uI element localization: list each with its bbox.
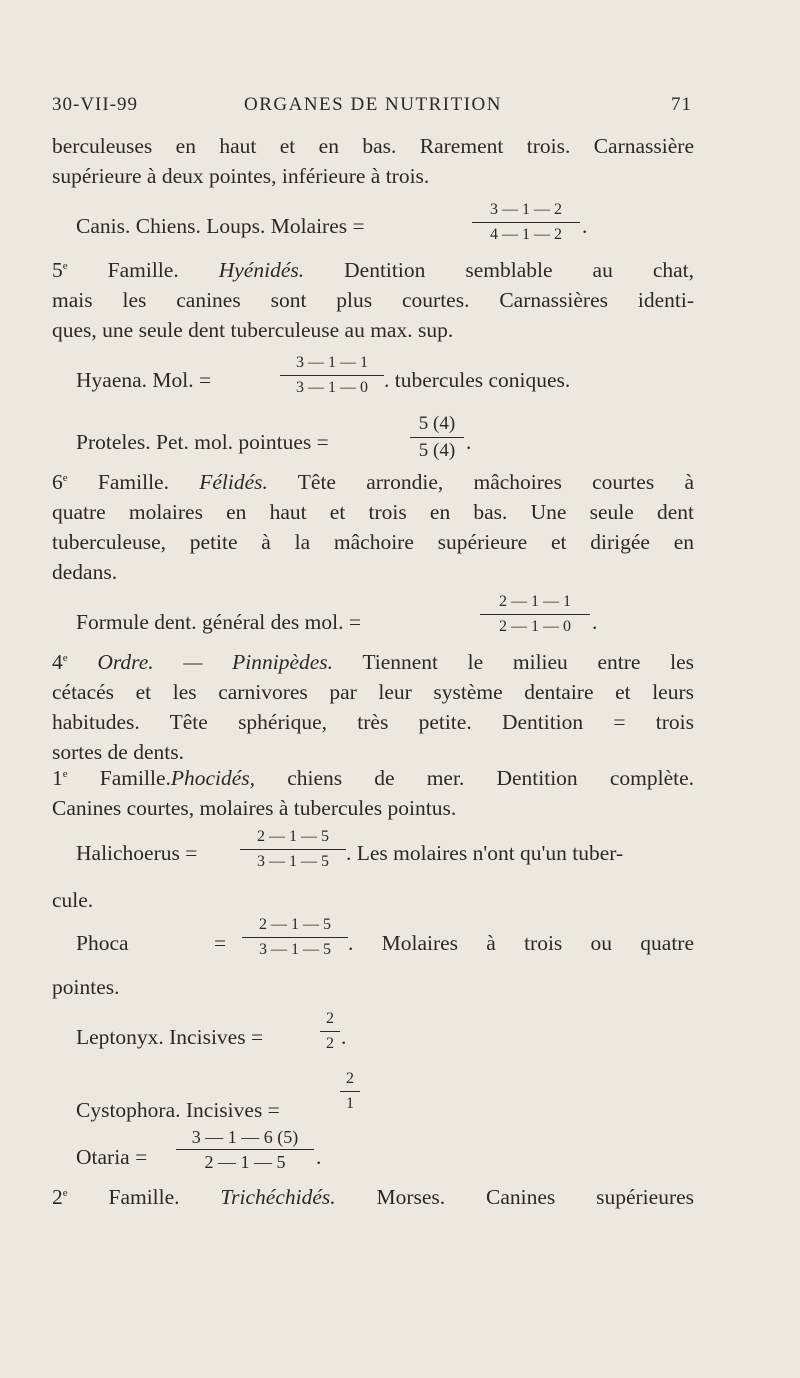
punctuation: .: [341, 1025, 347, 1049]
text-line: pointes.: [52, 975, 120, 999]
fraction-bar: [280, 375, 384, 376]
fraction: [242, 916, 348, 959]
fraction-bar: [340, 1091, 360, 1092]
numerator: 2: [326, 1010, 334, 1027]
text-fragment: Dentition semblable au chat,: [344, 258, 695, 282]
numerator: 3 — 1 — 2: [490, 201, 562, 218]
family-heading: [52, 1182, 694, 1212]
punctuation: .: [592, 610, 598, 634]
text-line: habitudes. Tête sphérique, très petite. Dentition = trois: [52, 710, 694, 734]
ordinal: 2: [52, 1185, 63, 1209]
formula-label: Proteles. Pet. mol. pointues =: [76, 430, 329, 454]
fraction: [320, 1010, 340, 1053]
numerator: 2 — 1 — 5: [259, 916, 331, 933]
denominator: 5 (4): [418, 440, 456, 461]
text-fragment: . Molaires à trois ou quatre: [348, 931, 694, 955]
family-heading: [52, 763, 694, 793]
denominator: 3 — 1 — 5: [259, 941, 331, 958]
formula-label: Leptonyx. Incisives =: [76, 1025, 264, 1049]
text-fragment: Morses. Canines supérieures: [376, 1185, 695, 1209]
fraction: [280, 354, 384, 397]
fraction-bar: [472, 222, 580, 223]
equals-sign: =: [214, 931, 227, 955]
fraction-bar: [176, 1149, 314, 1150]
text-line: Canines courtes, molaires à tubercules pointus.: [52, 796, 457, 820]
order-heading: [52, 647, 694, 677]
fraction: [240, 828, 346, 871]
family-heading: [52, 255, 694, 285]
denominator: 1: [346, 1095, 354, 1112]
family-word: Famille.: [108, 1185, 180, 1209]
fraction: [480, 593, 590, 636]
text-line: mais les canines sont plus courtes. Carnassières identi-: [52, 288, 694, 312]
ordinal: 6: [52, 470, 63, 494]
page-number: 71: [671, 94, 692, 115]
text-line: cétacés et les carnivores par leur système dentaire et leurs: [52, 680, 694, 704]
text-fragment: chiens de mer. Dentition complète.: [287, 766, 695, 790]
ordinal-suffix: e: [62, 472, 68, 484]
text-fragment: Tête arrondie, mâchoires courtes à: [297, 470, 694, 494]
text-line: supérieure à deux pointes, inférieure à trois.: [52, 164, 430, 188]
fraction-bar: [240, 849, 346, 850]
formula-label: Phoca: [76, 931, 129, 955]
formula-label: Canis. Chiens. Loups. Molaires =: [76, 214, 365, 238]
family-heading: [52, 467, 694, 497]
text-line: berculeuses en haut et en bas. Rarement trois. Carnassière: [52, 134, 694, 158]
numerator: 2: [346, 1070, 354, 1087]
text-line: sortes de dents.: [52, 740, 184, 764]
text-fragment: . Les molaires n'ont qu'un tuber-: [346, 841, 624, 865]
denominator: 2 — 1 — 5: [204, 1152, 286, 1172]
formula-label: Otaria =: [76, 1145, 148, 1169]
punctuation: .: [316, 1145, 322, 1169]
ordinal-suffix: e: [62, 1187, 68, 1199]
formula-label: Formule dent. général des mol. =: [76, 610, 361, 634]
order-name: Ordre. — Pinnipèdes.: [97, 650, 334, 674]
header-date: 30-VII-99: [52, 94, 139, 115]
fraction: [340, 1070, 360, 1113]
text-line: tuberculeuse, petite à la mâchoire supérieure et dirigée en: [52, 530, 694, 554]
fraction-bar: [480, 614, 590, 615]
formula-label: Hyaena. Mol. =: [76, 368, 212, 392]
family-name: Phocidés,: [170, 766, 256, 790]
header-title: ORGANES DE NUTRITION: [244, 94, 502, 115]
denominator: 4 — 1 — 2: [490, 226, 562, 243]
fraction: [410, 414, 464, 461]
denominator: 2: [326, 1035, 334, 1052]
punctuation: .: [582, 214, 588, 238]
fraction-bar: [410, 437, 464, 438]
fraction: [472, 201, 580, 244]
text-line: ques, une seule dent tuberculeuse au max. sup.: [52, 318, 454, 342]
numerator: 3 — 1 — 6 (5): [191, 1127, 299, 1147]
numerator: 3 — 1 — 1: [296, 354, 368, 371]
family-word: Famille.: [99, 766, 171, 790]
family-name: Félidés.: [199, 470, 268, 494]
family-name: Hyénidés.: [218, 258, 305, 282]
formula-label: Cystophora. Incisives =: [76, 1098, 280, 1122]
ordinal: 4: [52, 650, 63, 674]
formula-label: Halichoerus =: [76, 841, 198, 865]
text-line: quatre molaires en haut et trois en bas. Une seule dent: [52, 500, 694, 524]
ordinal: 5: [52, 258, 63, 282]
text-fragment: . tubercules coniques.: [384, 368, 571, 392]
family-word: Famille.: [107, 258, 179, 282]
text-line: dedans.: [52, 560, 118, 584]
text-line: cule.: [52, 888, 94, 912]
fraction-bar: [242, 937, 348, 938]
family-name: Trichéchidés.: [220, 1185, 336, 1209]
family-word: Famille.: [97, 470, 169, 494]
ordinal-suffix: e: [62, 260, 68, 272]
numerator: 2 — 1 — 1: [499, 593, 571, 610]
fraction: [176, 1128, 314, 1171]
numerator: 2 — 1 — 5: [257, 828, 329, 845]
denominator: 2 — 1 — 0: [499, 618, 571, 635]
ordinal-suffix: e: [62, 652, 68, 664]
fraction-bar: [320, 1031, 340, 1032]
denominator: 3 — 1 — 0: [296, 379, 368, 396]
running-header: [52, 94, 692, 122]
ordinal-suffix: e: [62, 768, 68, 780]
text-fragment: Tiennent le milieu entre les: [362, 650, 695, 674]
punctuation: .: [466, 430, 472, 454]
numerator: 5 (4): [418, 413, 456, 434]
denominator: 3 — 1 — 5: [257, 853, 329, 870]
ordinal: 1: [52, 766, 63, 790]
